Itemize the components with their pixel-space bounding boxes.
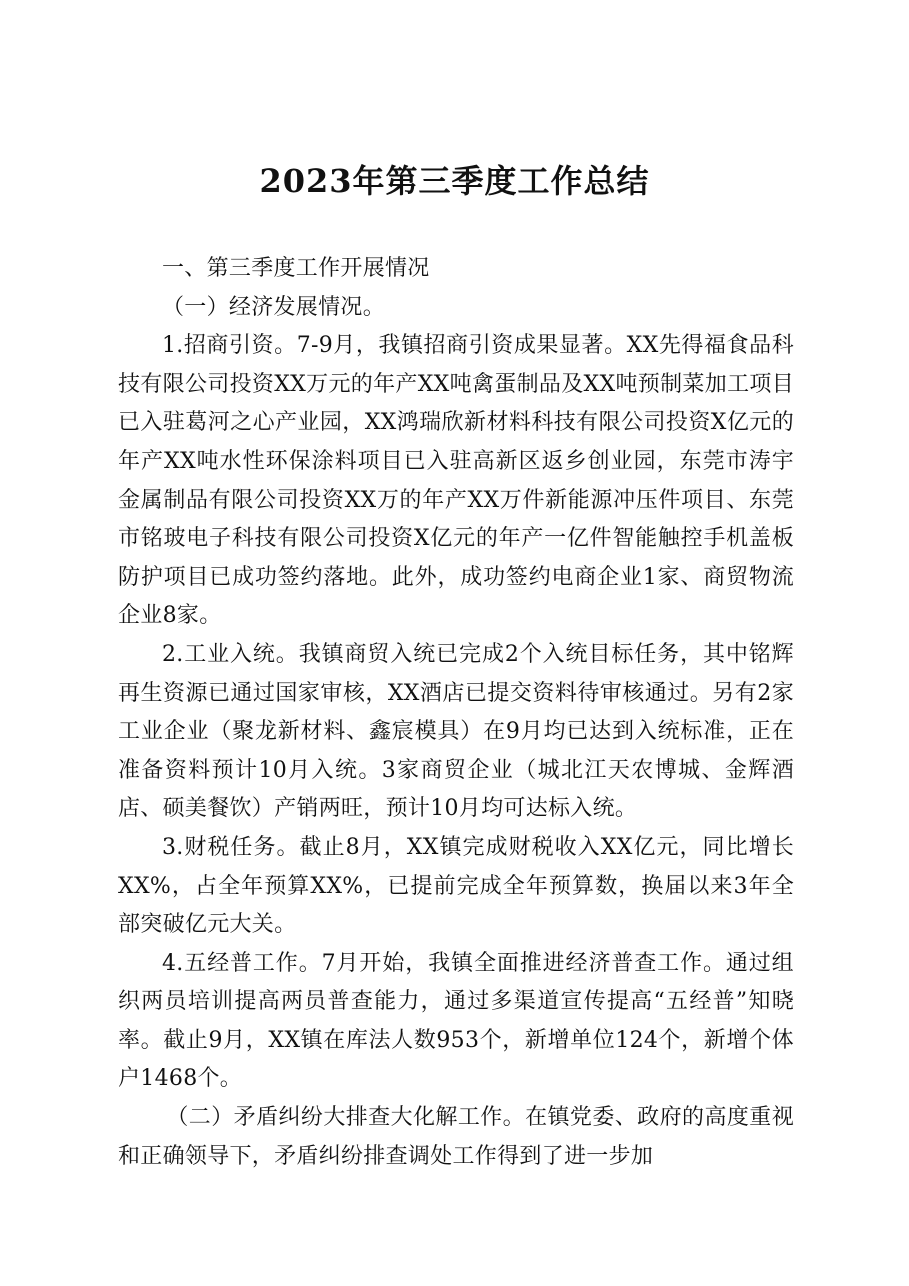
paragraph-industry-statistics: 2.工业入统。我镇商贸入统已完成2个入统目标任务，其中铭辉再生资源已通过国家审核，XX酒店已提交资料待审核通过。另有2家工业企业（聚龙新材料、鑫宸模具）在9月均已达到入统标准，正在准备资料预计10月入统。3家商贸企业（城北江天农博城、金辉酒店、硕美餐饮）产销两旺，预计10月均可达标入统。 bbox=[118, 641, 794, 822]
paragraph-fiscal-tasks: 3.财税任务。截止8月，XX镇完成财税收入XX亿元，同比增长XX%，占全年预算XX%，已提前完成全年预算数，换届以来3年全部突破亿元大关。 bbox=[118, 834, 794, 938]
paragraph-dispute-resolution: （二）矛盾纠纷大排查大化解工作。在镇党委、政府的高度重视和正确领导下，矛盾纠纷排查调处工作得到了进一步加 bbox=[118, 1105, 794, 1169]
document-title: 2023年第三季度工作总结 bbox=[259, 162, 650, 200]
subsection-heading: （一）经济发展情况。 bbox=[162, 294, 386, 320]
section-heading: 一、第三季度工作开展情况 bbox=[162, 256, 430, 281]
paragraph-investment: 1.招商引资。7-9月，我镇招商引资成果显著。XX先得福食品科技有限公司投资XX万元的年产XX吨禽蛋制品及XX吨预制菜加工项目已入驻葛河之心产业园，XX鸿瑞欣新材料科技有限公司投资X亿元的年产XX吨水性环保涂料项目已入驻高新区返乡创业园，东莞市涛宇金属制品有限公司投资XX万的年产XX万件新能源冲压件项目、东莞市铭玻电子科技有限公司投资X亿元的年产一亿件智能触控手机盖板防护项目已成功签约落地。此外，成功签约电商企业1家、商贸物流企业8家。 bbox=[118, 333, 794, 629]
document-body bbox=[118, 250, 794, 1176]
paragraph-economic-census: 4.五经普工作。7月开始，我镇全面推进经济普查工作。通过组织两员培训提高两员普查能力，通过多渠道宣传提高“五经普”知晓率。截止9月，XX镇在库法人数953个，新增单位124个，新增个体户1468个。 bbox=[118, 950, 794, 1092]
